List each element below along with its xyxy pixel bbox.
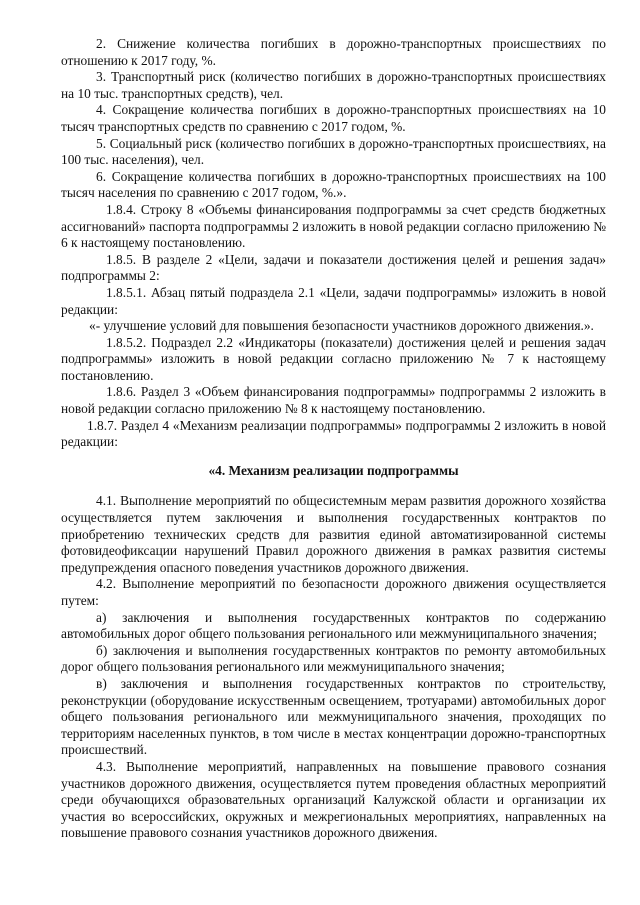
paragraph-target-6: 6. Сокращение количества погибших в дорожно-транспортных происшествиях на 100 тысяч населения по сравнению с 2017 годом, %.».: [61, 168, 606, 201]
paragraph-1-8-6: 1.8.6. Раздел 3 «Объем финансирования подпрограммы» подпрограммы 2 изложить в новой редакции согласно приложению № 8 к настоящему постановлению.: [61, 384, 606, 417]
paragraph-4-2: 4.2. Выполнение мероприятий по безопасности дорожного движения осуществляется путем:: [61, 576, 606, 608]
paragraph-4-2-b: б) заключения и выполнения государственных контрактов по ремонту автомобильных дорог общего пользования регионального или межмуниципального значения;: [61, 642, 606, 675]
paragraph-quote-goal: «- улучшение условий для повышения безопасности участников дорожного движения.».: [89, 318, 594, 334]
paragraph-target-2: 2. Снижение количества погибших в дорожно-транспортных происшествиях по отношению к 2017 году, %.: [61, 36, 606, 68]
paragraph-target-5: 5. Социальный риск (количество погибших в дорожно-транспортных происшествиях, на 100 тыс. населения), чел.: [61, 135, 606, 168]
document-body: [61, 36, 606, 842]
paragraph-4-1: 4.1. Выполнение мероприятий по общесистемным мерам развития дорожного хозяйства осуществляется путем заключения и выполнения государственных контрактов по приобретению технических средств для развития единой автоматизированной системы фотовидеофиксации нарушений Правил дорожного движения в рамках развития системы предупреждения опасного поведения участников дорожного движения.: [61, 493, 606, 575]
paragraph-target-3: 3. Транспортный риск (количество погибших в дорожно-транспортных происшествиях на 10 тыс. транспортных средств), чел.: [61, 69, 606, 101]
paragraph-4-2-a: а) заключения и выполнения государственных контрактов по содержанию автомобильных дорог общего пользования регионального или межмуниципального значения;: [61, 609, 606, 642]
paragraph-4-3: 4.3. Выполнение мероприятий, направленных на повышение правового сознания участников дорожного движения, осуществляется путем проведения областных мероприятий среди обучающихся образовательных организаций Калужской области и организации их участия во всероссийских, окружных и межрегиональных мероприятиях, направленных на повышение правового сознания участников дорожного движения.: [61, 758, 606, 841]
paragraph-4-2-v: в) заключения и выполнения государственных контрактов по строительству, реконструкции (оборудование искусственным освещением, тротуарами) автомобильных дорог общего пользования регионального или межмуниципального значения, проходящих по территориям населенных пунктов, в том числе в местах концентрации дорожно-транспортных происшествий.: [61, 675, 606, 758]
paragraph-1-8-5-2: 1.8.5.2. Подраздел 2.2 «Индикаторы (показатели) достижения целей и решения задач подпрограммы» изложить в новой редакции согласно приложению № 7 к настоящему постановлению.: [61, 334, 606, 383]
paragraph-target-4: 4. Сокращение количества погибших в дорожно-транспортных происшествиях на 10 тысяч транспортных средств по сравнению с 2017 годом, %.: [61, 102, 606, 134]
paragraph-1-8-5-1: 1.8.5.1. Абзац пятый подраздела 2.1 «Цели, задачи подпрограммы» изложить в новой редакции:: [61, 284, 606, 317]
paragraph-1-8-4: 1.8.4. Строку 8 «Объемы финансирования подпрограммы за счет средств бюджетных ассигнований» паспорта подпрограммы 2 изложить в новой редакции согласно приложению № 6 к настоящему постановлению.: [61, 201, 606, 251]
paragraph-1-8-5: 1.8.5. В разделе 2 «Цели, задачи и показатели достижения целей и решения задач» подпрограммы 2:: [61, 251, 606, 284]
section-heading: «4. Механизм реализации подпрограммы: [208, 462, 459, 478]
paragraph-1-8-7: 1.8.7. Раздел 4 «Механизм реализации подпрограммы» подпрограммы 2 изложить в новой редакции:: [61, 417, 606, 450]
